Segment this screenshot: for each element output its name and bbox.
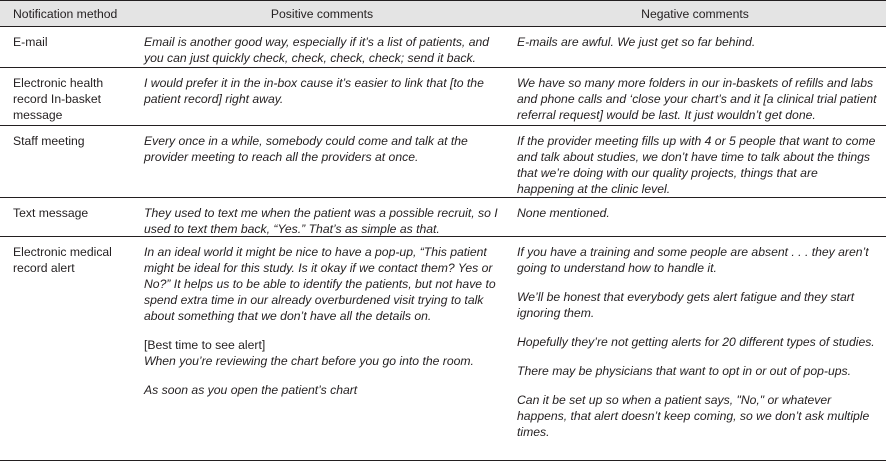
comment-text: If the provider meeting fills up with 4 or 5 people that want to come and talk about studies, we don’t have time to talk about the things that we’re doing with our quality projects, things that are happening at the clinic level. (517, 134, 876, 196)
comment-text: We have so many more folders in our in-baskets of refills and labs and phone calls and ‘close your chart’s and it [a clinical trial patient referral request] would be last. It just wouldn’t get done. (517, 76, 877, 122)
table-row (0, 237, 886, 461)
comment-text: They used to text me when the patient was a possible recruit, so I used to text them back, “Yes.” That’s as simple as that. (144, 206, 498, 236)
method-cell: Staff meeting (13, 134, 85, 148)
comment-text: When you’re reviewing the chart before you go into the room. (144, 354, 474, 368)
comment-text: Can it be set up so when a patient says, "No," or whatever happens, that alert doesn’t keep coming, so we don’t ask multiple times. (517, 393, 870, 439)
negative-cell (517, 244, 877, 440)
method-cell: Electronic health record In-basket message (13, 76, 104, 122)
method-cell: E-mail (13, 35, 48, 49)
comment-text: Hopefully they’re not getting alerts for 20 different types of studies. (517, 335, 875, 349)
comment-text: Email is another good way, especially if it’s a list of patients, and you can just quickly check, check, check, check; send it back. (144, 35, 490, 65)
comment-text: I would prefer it in the in-box cause it’s easier to link that [to the patient record] right away. (144, 76, 484, 106)
positive-cell (144, 133, 500, 165)
positive-cell (144, 34, 500, 66)
method-cell: Text message (13, 206, 89, 220)
comment-text: As soon as you open the patient’s chart (144, 383, 358, 397)
subheading-text: [Best time to see alert] (144, 338, 266, 352)
comment-text: E-mails are awful. We just get so far behind. (517, 35, 756, 49)
negative-cell (517, 34, 877, 50)
comment-text: In an ideal world it might be nice to have a pop-up, “This patient might be ideal for this study. Is it okay if we contact them? Yes or No?” It helps us to be able to identify the patients, but not have to spend extra time in our already overburdened visit trying to talk about something that we don’t have all the details on. (144, 245, 496, 323)
comment-text: Every once in a while, somebody could come and talk at the provider meeting to reach all the providers at once. (144, 134, 468, 164)
header-notification-method: Notification method (13, 7, 118, 21)
comment-text: None mentioned. (517, 206, 610, 220)
negative-cell (517, 75, 877, 123)
header-positive-comments: Positive comments (270, 7, 374, 21)
negative-cell (517, 205, 877, 221)
comment-text: We’ll be honest that everybody gets alert fatigue and they start ignoring them. (517, 290, 855, 320)
table-row (0, 27, 886, 68)
table-header (0, 1, 886, 27)
comment-text: If you have a training and some people are absent . . . they aren’t going to understand how to handle it. (517, 245, 869, 275)
header-negative-comments: Negative comments (641, 7, 749, 21)
positive-cell (144, 205, 500, 237)
method-cell: Electronic medical record alert (13, 245, 112, 275)
table-row (0, 126, 886, 198)
positive-cell (144, 75, 500, 107)
table-row (0, 68, 886, 126)
negative-cell (517, 133, 877, 197)
comment-text: There may be physicians that want to opt in or out of pop-ups. (517, 364, 851, 378)
table-row (0, 198, 886, 237)
positive-cell (144, 244, 500, 398)
